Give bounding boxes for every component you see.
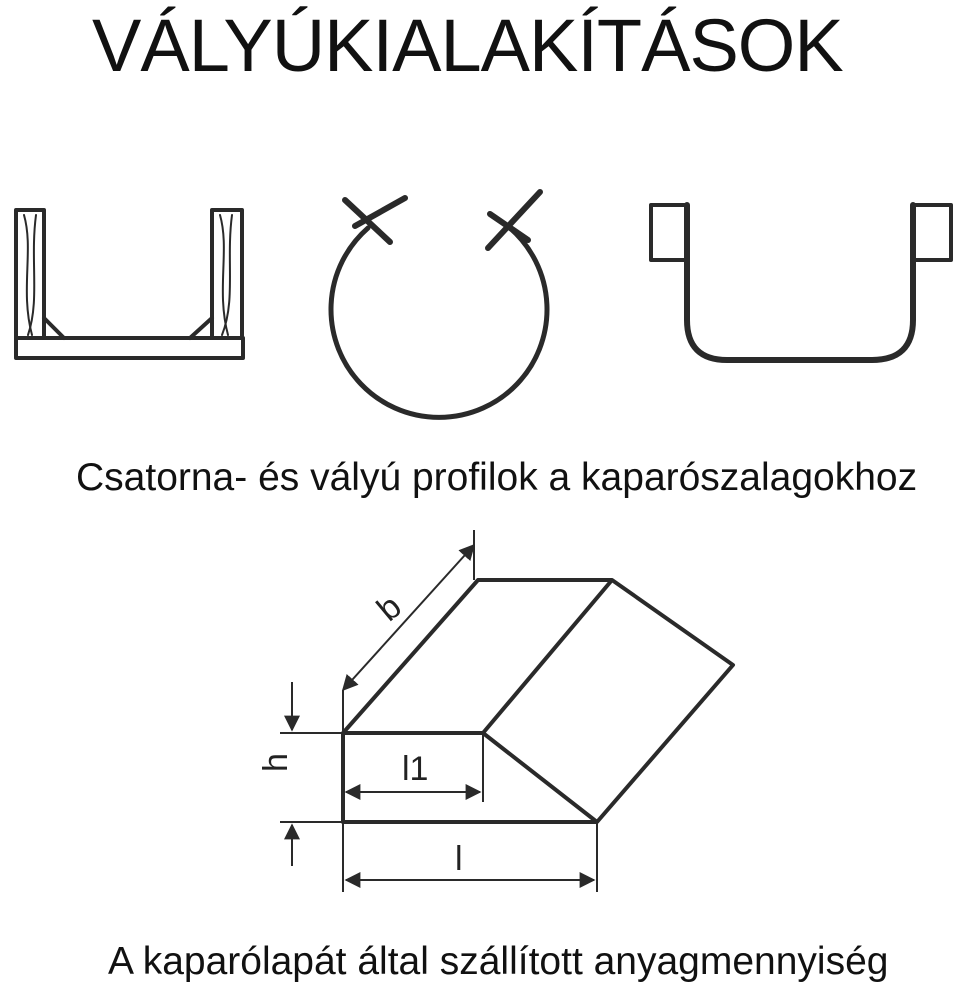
profiles-caption: Csatorna- és vályú profilok a kaparószalagokhoz [76, 456, 918, 499]
dimension-label-b: b [369, 587, 409, 629]
dimension-label-l: l [455, 840, 463, 878]
scraper-caption: A kaparólapát által szállított anyagmennyiség [108, 940, 889, 983]
dimension-label-l1: l1 [402, 750, 429, 788]
dimension-label-h: h [257, 753, 295, 772]
page-title: VÁLYÚKIALAKÍTÁSOK [92, 4, 843, 87]
